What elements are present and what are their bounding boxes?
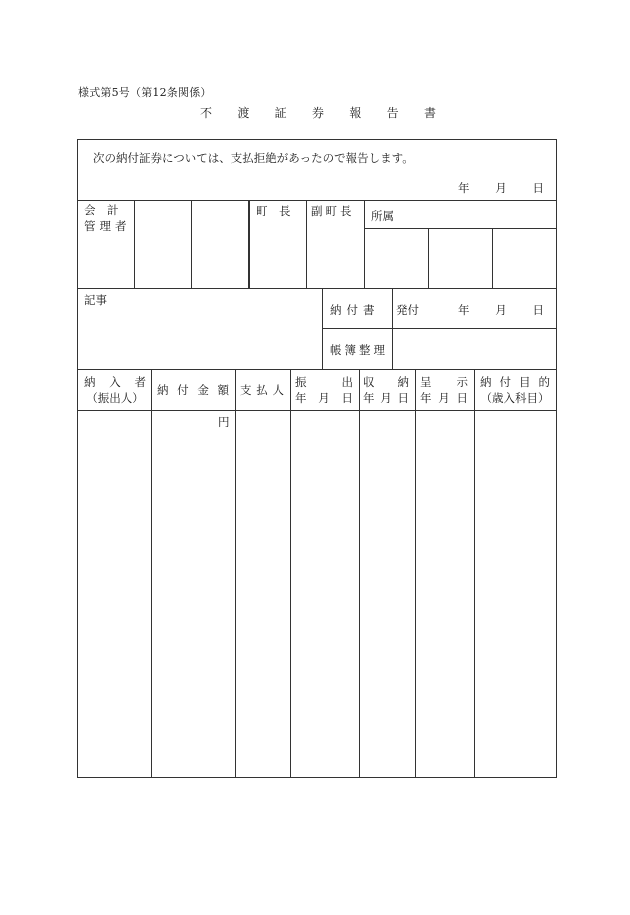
- divider: [78, 410, 556, 411]
- header-char: 的: [538, 375, 550, 389]
- divider: [235, 369, 236, 778]
- divider: [415, 369, 416, 778]
- day-label: 日: [532, 303, 544, 317]
- header-char: 月: [380, 391, 392, 405]
- header-char: 納: [480, 375, 492, 389]
- col-payer-line2: （振出人）: [86, 391, 144, 405]
- form-title-char: 告: [386, 106, 399, 120]
- header-char: 者: [134, 375, 146, 389]
- divider: [290, 369, 291, 778]
- accountant-label-line1: [84, 202, 128, 218]
- header-char: 振: [295, 375, 307, 389]
- header-char: 付: [177, 383, 189, 397]
- accountant-label-line2: 管理者: [84, 219, 131, 233]
- col-payer-line1: [84, 374, 146, 390]
- col-issue-line2: [295, 390, 353, 406]
- col-issue-date-label: [295, 390, 353, 406]
- col-issue-line1: [295, 374, 353, 390]
- header-char: 支: [240, 383, 252, 397]
- col-presentation-date-label: [420, 390, 468, 406]
- col-receipt-label: [363, 374, 409, 390]
- header-char: 年: [295, 391, 307, 405]
- mayor-label: 町 長: [256, 204, 291, 218]
- divider: [474, 369, 475, 778]
- divider: [359, 369, 360, 778]
- header-char: 払: [256, 383, 268, 397]
- divider: [78, 200, 556, 201]
- header-char: 納: [84, 375, 96, 389]
- col-receipt-line2: [363, 390, 409, 406]
- header-char: 収: [363, 375, 375, 389]
- divider: [322, 328, 556, 329]
- col-drawee: [240, 382, 284, 398]
- header-char: 納: [397, 375, 409, 389]
- header-char: 日: [456, 391, 468, 405]
- form-number: 様式第5号（第12条関係）: [78, 86, 212, 99]
- divider: [78, 288, 556, 289]
- divider: [428, 228, 429, 288]
- divider: [134, 200, 135, 288]
- month-label: 月: [495, 181, 507, 195]
- col-payer-label: [84, 374, 146, 390]
- header-char: 年: [420, 391, 432, 405]
- report-date: [458, 180, 544, 196]
- report-form-table: [77, 139, 557, 778]
- header-char: 出: [341, 375, 353, 389]
- year-label: 年: [458, 181, 470, 195]
- accountant-label-text: 会 計: [84, 203, 119, 217]
- divider: [78, 369, 556, 370]
- divider: [492, 228, 493, 288]
- form-title-char: 不: [200, 106, 213, 120]
- issued-label: 発付: [396, 303, 419, 317]
- col-receipt-date-label: [363, 390, 409, 406]
- col-drawee-label: [240, 382, 284, 398]
- col-presentation-label: [420, 374, 468, 390]
- day-label: 日: [532, 181, 544, 195]
- department-label: 所属: [371, 209, 394, 223]
- header-char: 金: [197, 383, 209, 397]
- col-receipt-line1: [363, 374, 409, 390]
- col-amount-label: [157, 382, 229, 398]
- header-char: 額: [217, 383, 229, 397]
- col-issue-label: [295, 374, 353, 390]
- header-char: 呈: [420, 375, 432, 389]
- col-purpose-line2: （歳入科目）: [480, 391, 550, 405]
- col-presentation-line2: [420, 390, 468, 406]
- form-title-char: 報: [349, 106, 362, 120]
- divider: [306, 200, 307, 288]
- col-amount: [157, 382, 229, 398]
- statement-text: 次の納付証券については、支払拒絶があったので報告します。: [93, 151, 414, 165]
- payment-slip-label: 納付書: [330, 303, 380, 317]
- divider: [364, 200, 365, 288]
- header-char: 日: [341, 391, 353, 405]
- header-char: 付: [499, 375, 511, 389]
- header-char: 月: [318, 391, 330, 405]
- header-char: 納: [157, 383, 169, 397]
- header-char: 目: [519, 375, 531, 389]
- form-title-char: 券: [311, 106, 324, 120]
- header-char: 年: [363, 391, 375, 405]
- form-title-char: 渡: [237, 106, 250, 120]
- header-char: 示: [456, 375, 468, 389]
- form-title-char: 証: [274, 106, 287, 120]
- form-title: [200, 104, 436, 121]
- col-presentation-line1: [420, 374, 468, 390]
- divider: [151, 369, 152, 778]
- divider: [364, 228, 556, 229]
- header-char: 人: [272, 383, 284, 397]
- col-purpose-label: [480, 374, 550, 390]
- header-char: 月: [438, 391, 450, 405]
- col-purpose-line1: [480, 374, 550, 390]
- vice-mayor-label: 副町長: [311, 204, 355, 218]
- header-char: 日: [397, 391, 409, 405]
- yen-unit-label: 円: [218, 415, 230, 429]
- divider: [191, 200, 192, 288]
- notes-label: 記事: [84, 293, 107, 307]
- issued-date: [458, 302, 544, 318]
- year-label: 年: [458, 303, 470, 317]
- form-title-char: 書: [423, 106, 436, 120]
- month-label: 月: [495, 303, 507, 317]
- header-char: 入: [109, 375, 121, 389]
- ledger-label: 帳簿整理: [330, 343, 388, 357]
- divider: [248, 200, 250, 288]
